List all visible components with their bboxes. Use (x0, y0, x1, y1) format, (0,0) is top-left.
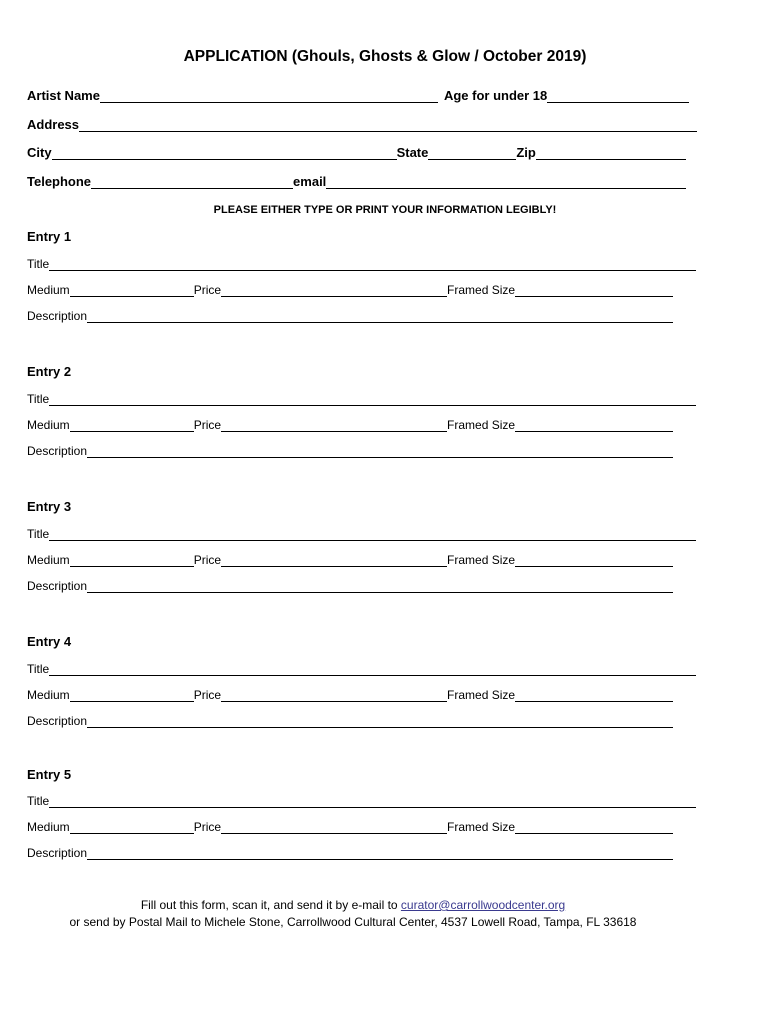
entry-description-label: Description (27, 714, 88, 728)
entry-medium-row (27, 688, 673, 702)
entry-medium-row (27, 418, 673, 432)
telephone-field[interactable] (91, 176, 293, 189)
entry-medium-field[interactable] (70, 421, 194, 432)
entry-medium-row (27, 820, 673, 834)
entry-description-label: Description (27, 579, 88, 593)
entry-medium-label: Medium (27, 418, 70, 432)
city-field[interactable] (52, 147, 397, 160)
artist-name-field[interactable] (100, 90, 438, 103)
email-field[interactable] (326, 176, 686, 189)
address-row (27, 117, 697, 132)
entry-medium-label: Medium (27, 553, 70, 567)
entry-price-field[interactable] (221, 421, 447, 432)
entry-price-label: Price (193, 418, 222, 432)
entry-description-row (27, 846, 673, 860)
address-field[interactable] (79, 119, 697, 132)
entry-heading: Entry 4 (27, 634, 72, 649)
entry-title-field[interactable] (49, 395, 696, 406)
entry-price-label: Price (193, 283, 222, 297)
footer-email-instructions: Fill out this form, scan it, and send it by e-mail to (140, 898, 401, 912)
entry-price-label: Price (193, 820, 222, 834)
entry-framed-size-field[interactable] (515, 691, 673, 702)
entry-price-label: Price (193, 553, 222, 567)
entry-medium-field[interactable] (70, 286, 194, 297)
age-under-18-field[interactable] (547, 90, 689, 103)
entry-description-field[interactable] (87, 447, 673, 458)
entry-medium-label: Medium (27, 688, 70, 702)
entry-heading: Entry 3 (27, 499, 72, 514)
entry-description-row (27, 714, 673, 728)
entry-title-row (27, 527, 696, 541)
address-label: Address (27, 117, 80, 132)
artist-name-row (27, 88, 689, 103)
entry-title-label: Title (27, 392, 50, 406)
entry-description-field[interactable] (87, 717, 673, 728)
entry-framed-size-label: Framed Size (447, 553, 516, 567)
entry-description-field[interactable] (87, 582, 673, 593)
footer-email-line (0, 898, 706, 912)
artist-name-label: Artist Name (27, 88, 100, 103)
entry-framed-size-label: Framed Size (447, 820, 516, 834)
state-label: State (396, 145, 429, 160)
entry-price-field[interactable] (221, 691, 447, 702)
entry-medium-row (27, 283, 673, 297)
email-label: email (293, 174, 327, 189)
entry-medium-field[interactable] (70, 556, 194, 567)
entry-framed-size-label: Framed Size (447, 418, 516, 432)
entry-medium-field[interactable] (70, 823, 194, 834)
entry-framed-size-label: Framed Size (447, 688, 516, 702)
footer-postal-line: or send by Postal Mail to Michele Stone, Carrollwood Cultural Center, 4537 Lowell Road, Tampa, FL 33618 (69, 915, 637, 929)
entry-price-field[interactable] (221, 823, 447, 834)
city-row (27, 145, 686, 160)
entry-title-row (27, 794, 696, 808)
entry-medium-row (27, 553, 673, 567)
telephone-label: Telephone (27, 174, 92, 189)
entry-title-label: Title (27, 257, 50, 271)
entry-title-row (27, 392, 696, 406)
entry-title-row (27, 257, 696, 271)
entry-framed-size-field[interactable] (515, 556, 673, 567)
entry-description-row (27, 579, 673, 593)
telephone-row (27, 174, 686, 189)
age-under-18-label: Age for under 18 (443, 88, 548, 103)
entry-title-label: Title (27, 794, 50, 808)
entry-description-label: Description (27, 309, 88, 323)
entry-title-field[interactable] (49, 797, 696, 808)
entry-price-label: Price (193, 688, 222, 702)
entry-framed-size-field[interactable] (515, 823, 673, 834)
entry-price-field[interactable] (221, 556, 447, 567)
entry-framed-size-field[interactable] (515, 421, 673, 432)
entry-description-label: Description (27, 444, 88, 458)
entry-title-label: Title (27, 662, 50, 676)
entry-medium-field[interactable] (70, 691, 194, 702)
entry-title-label: Title (27, 527, 50, 541)
entry-framed-size-label: Framed Size (447, 283, 516, 297)
entry-heading: Entry 1 (27, 229, 72, 244)
city-label: City (27, 145, 52, 160)
page-title: APPLICATION (Ghouls, Ghosts & Glow / October 2019) (183, 48, 587, 65)
entry-description-field[interactable] (87, 849, 673, 860)
entry-heading: Entry 5 (27, 767, 72, 782)
zip-label: Zip (516, 145, 536, 160)
entry-title-field[interactable] (49, 665, 696, 676)
state-field[interactable] (428, 147, 516, 160)
curator-email-link[interactable]: curator@carrollwoodcenter.org (400, 898, 566, 912)
entry-description-row (27, 444, 673, 458)
entry-price-field[interactable] (221, 286, 447, 297)
entry-framed-size-field[interactable] (515, 286, 673, 297)
entry-heading: Entry 2 (27, 364, 72, 379)
legibility-notice: PLEASE EITHER TYPE OR PRINT YOUR INFORMATION LEGIBLY! (213, 204, 557, 216)
entry-description-row (27, 309, 673, 323)
entry-title-row (27, 662, 696, 676)
entry-title-field[interactable] (49, 530, 696, 541)
entry-description-label: Description (27, 846, 88, 860)
entry-title-field[interactable] (49, 260, 696, 271)
zip-field[interactable] (536, 147, 686, 160)
entry-medium-label: Medium (27, 283, 70, 297)
entry-medium-label: Medium (27, 820, 70, 834)
entry-description-field[interactable] (87, 312, 673, 323)
